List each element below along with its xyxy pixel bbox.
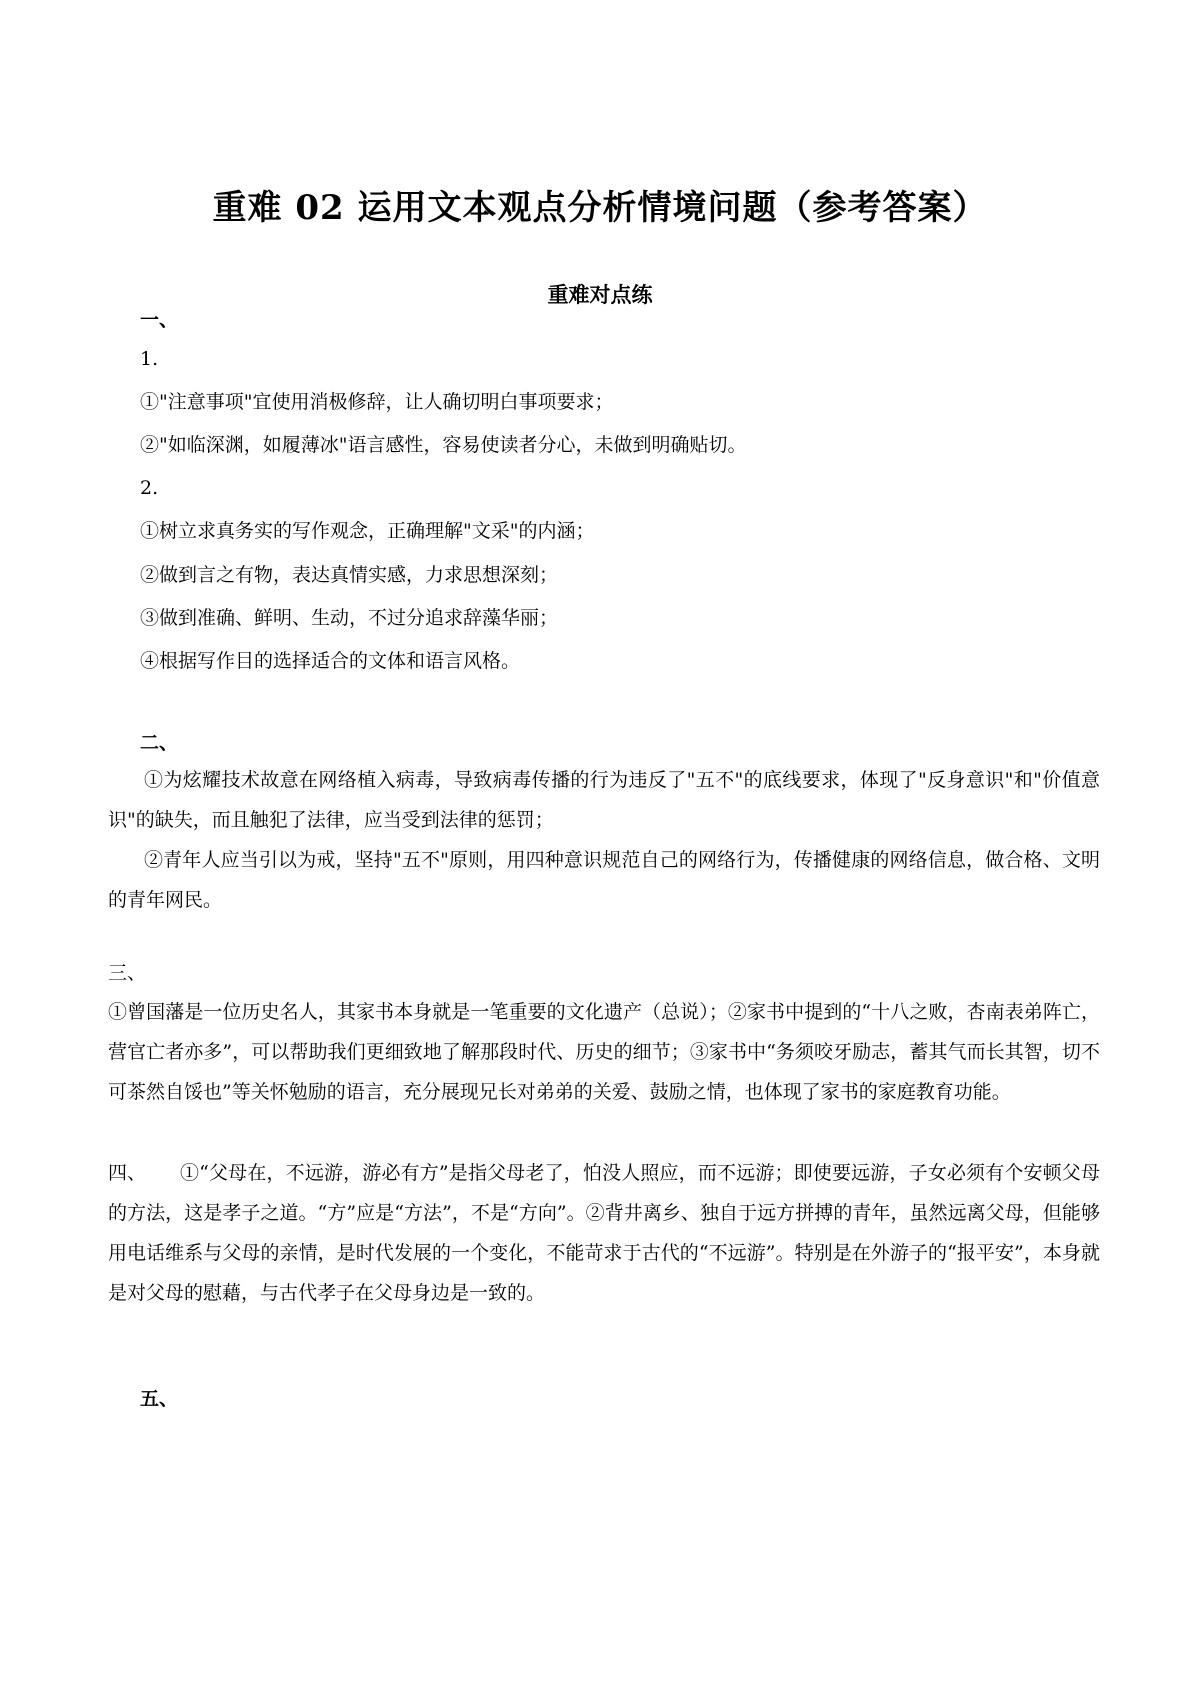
question-2-item-4: ④根据写作目的选择适合的文体和语言风格。	[140, 650, 521, 672]
section-5-heading: 五、	[140, 1388, 179, 1410]
document-title: 重难 02 运用文本观点分析情境问题（参考答案）	[212, 188, 988, 228]
section-2-heading: 二、	[140, 732, 179, 754]
question-2-item-3: ③做到准确、鲜明、生动，不过分追求辞藻华丽；	[140, 607, 559, 629]
section-3-heading: 三、	[108, 962, 147, 984]
question-1-number: 1.	[140, 348, 159, 370]
section-1-heading: 一、	[140, 309, 179, 331]
section-2-item-2: ②青年人应当引以为戒，坚持"五不"原则，用四种意识规范自己的网络行为，传播健康的网络信息，做合格、文明的青年网民。	[108, 849, 1100, 911]
question-2-item-2: ②做到言之有物，表达真情实感，力求思想深刻；	[140, 564, 559, 586]
section-2-item-1: ①为炫耀技术故意在网络植入病毒，导致病毒传播的行为违反了"五不"的底线要求，体现了"反身意识"和"价值意识"的缺失，而且触犯了法律，应当受到法律的惩罚；	[108, 769, 1100, 831]
document-subtitle: 重难对点练	[547, 282, 653, 307]
section-4-heading: 四、	[108, 1162, 147, 1184]
question-2-item-1: ①树立求真务实的写作观念，正确理解"文采"的内涵；	[140, 520, 595, 542]
section-4-body: ①“父母在，不远游，游必有方”是指父母老了，怕没人照应，而不远游；即使要远游，子女必须有个安顿父母的方法，这是孝子之道。“方”应是“方法”，不是“方向”。②背井离乡、独自于远方拼搏的青年，虽然远离父母，但能够用电话维系与父母的亲情，是时代发展的一个变化，不能苛求于古代的“不远游”。特别是在外游子的“报平安”，本身就是对父母的慰藉，与古代孝子在父母身边是一致的。	[108, 1162, 1100, 1304]
question-1-item-2: ②"如临深渊，如履薄冰"语言感性，容易使读者分心，未做到明确贴切。	[140, 434, 747, 456]
section-3-body: ①曾国藩是一位历史名人，其家书本身就是一笔重要的文化遗产（总说）；②家书中提到的“十八之败，杏南表弟阵亡，营官亡者亦多”，可以帮助我们更细致地了解那段时代、历史的细节；③家书中“务须咬牙励志，蓄其气而长其智，切不可茶然自馁也”等关怀勉励的语言，充分展现兄长对弟弟的关爱、鼓励之情，也体现了家书的家庭教育功能。	[108, 1001, 1100, 1103]
question-2-number: 2.	[140, 477, 159, 499]
question-1-item-1: ①"注意事项"宜使用消极修辞，让人确切明白事项要求；	[140, 391, 614, 413]
